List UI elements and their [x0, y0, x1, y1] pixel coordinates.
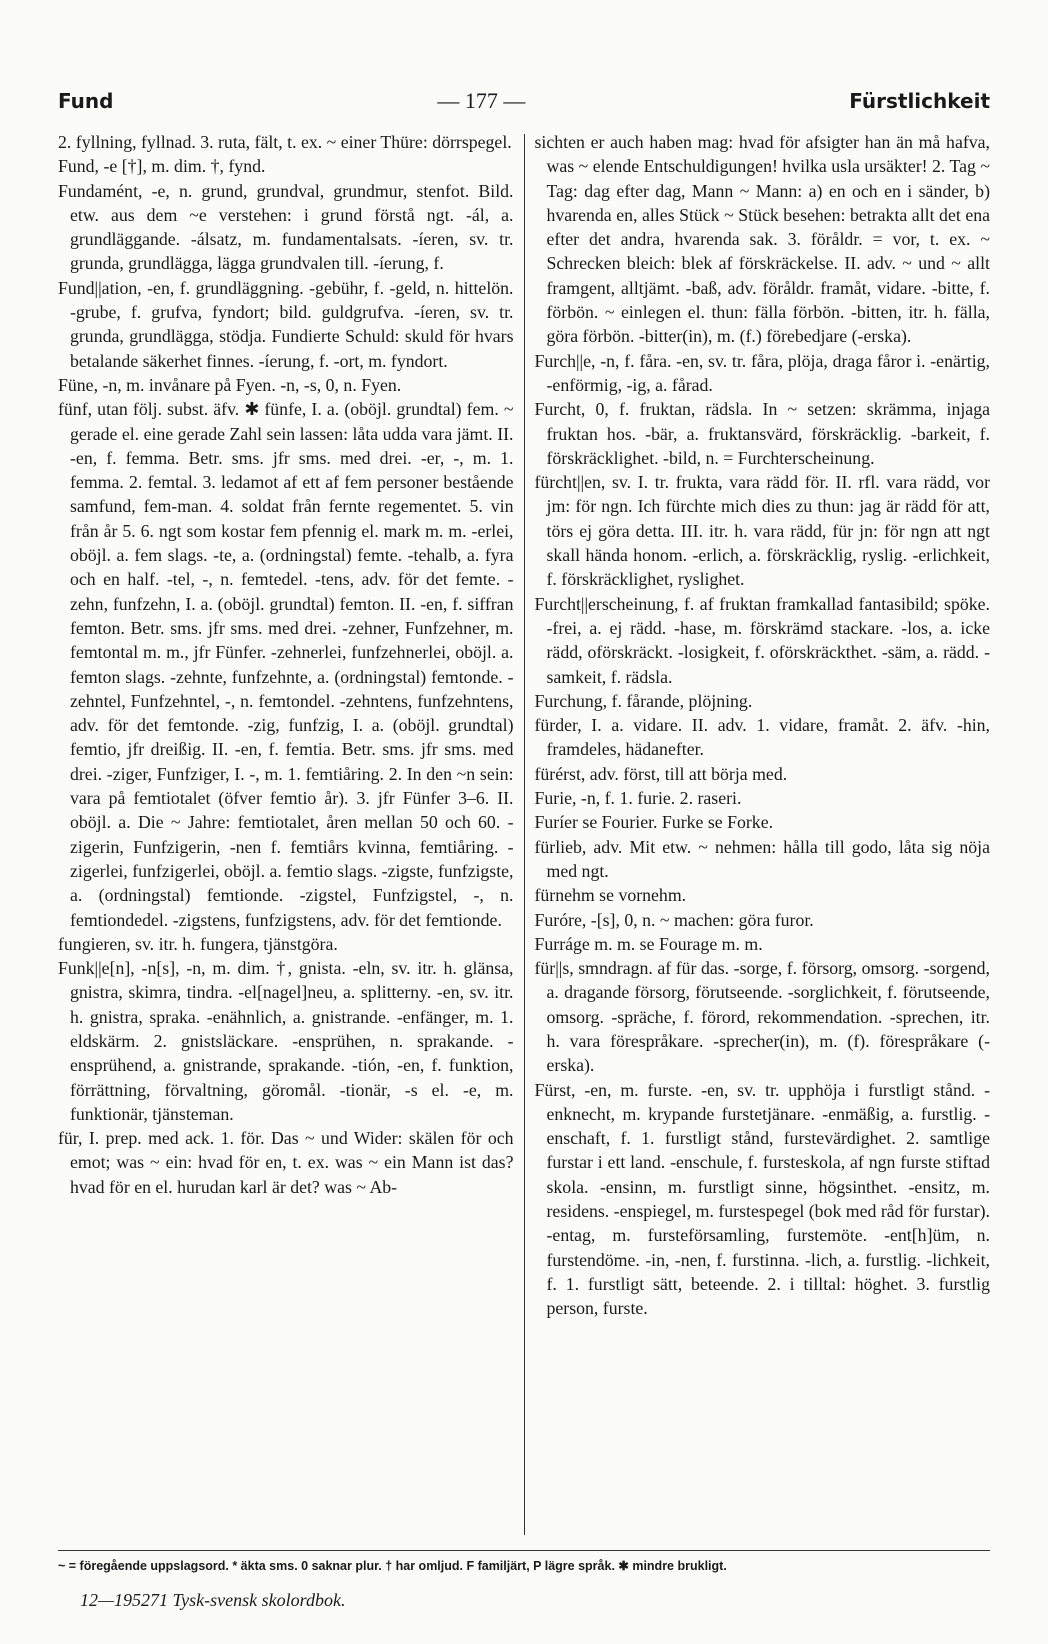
entry: für||s, smndragn. af für das. -sorge, f. försorg, omsorg. -sorgend, a. dragande försorg, förutseende. -sorglichkeit, f. förutseende, omsorg. -spräche, f. förord, rekommendation. -sprechen, itr. h. vara förespråkare. -sprecher(in), m. (f). förespråkare (-erska). — [534, 958, 990, 1076]
entry: Furíer se Fourier. Furke se Forke. — [534, 812, 774, 833]
running-header — [58, 88, 990, 122]
left-column — [58, 130, 524, 1545]
entry: sichten er auch haben mag: hvad för afsigter han än må hafva, was ~ elende Entschuldigungen! hvilka usla ursäkter! 2. Tag ~ Tag: dag efter dag, Mann ~ Mann: a) en och en i sänder, b) hvarenda en, alles Stück ~ Stück besehen: betrakta allt det ena efter det andra, hvarenda sak. 3. föråldr. = vor, t. ex. ~ Schrecken bleich: blek af förskräckelse. II. adv. ~ und ~ allt framgent, alltjämt. -baß, adv. föråldr. framåt, vidare. -bitte, f. förbön. ~ einlegen el. thun: fälla förbön. -bitten, itr. h. fälla, göra förbön. -bitter(in), m. (f.) förebedjare (-erska). — [534, 132, 990, 347]
entry: für, I. prep. med ack. 1. för. Das ~ und Wider: skälen för och emot; was ~ ein: hvad för en, t. ex. was ~ ein Mann ist das? hvad för en el. hurudan karl är det? was ~ Ab- — [58, 1128, 514, 1197]
entry: Fund||ation, -en, f. grundläggning. -gebühr, f. -geld, n. hittelön. -grube, f. grufva, fyndort; bild. guldgrufva. -íeren, sv. tr. grunda, grundlägga, stödja. Fundierte Schuld: skuld för hvars betalande säkerhet finnes. -íerung, f. -ort, m. fyndort. — [58, 277, 514, 371]
entry: Furcht||erscheinung, f. af fruktan framkallad fantasibild; spöke. -frei, a. ej rädd. -hase, m. förskrämd stackare. -los, a. icke rädd, oförskräckt. -losigkeit, f. oförskräckthet. -säm, a. rädd. -samkeit, f. rädsla. — [534, 593, 990, 687]
header-left-word: Fund — [58, 89, 114, 113]
right-column — [525, 130, 991, 1545]
entry: fünf, utan följ. subst. äfv. ✱ fünfe, I. a. (oböjl. grundtal) fem. ~ gerade el. eine gerade Zahl sein lassen: låta udda vara jämt. II. -en, f. femma. Betr. sms. jfr sms. med drei. -er, -, m. 1. femma. 2. femtal. 3. ledamot af ett af fem personer bestående samfund, fem-man. 4. soldat från fernte regementet. 5. vin från år 5. 6. ngt som kostar fem pfennig el. mark m. m. -erlei, oböjl. a. fem slags. -te, a. (ordningstal) femte. -tehalb, a. fyra och en half. -tel, -, n. femtedel. -tens, adv. för det femte. -zehn, funfzehn, I. a. (oböjl. grundtal) femton. II. -en, f. siffran femton. Betr. sms. jfr sms. med drei. -zehner, Funfzehner, m. femtontal m. m., jfr Fünfer. -zehnerlei, funfzehnerlei, oböjl. a. femton slags. -zehnte, funfzehnte, a. (ordningstal) femtonde. -zehntel, Funfzehntel, -, n. femtondel. -zehntens, funfzehntens, adv. för det femtonde. -zig, funfzig, I. a. (oböjl. grundtal) femtio, jfr dreißig. II. -en, f. femtia. Betr. sms. jfr sms. med drei. -ziger, Funfziger, I. -, m. 1. femtiåring. 2. In den ~n sein: vara på femtiotalet (öfver femtio år). 3. jfr Fünfer 3–6. II. oböjl. a. Die ~ Jahre: femtiotalet, åren mellan 50 och 60. -zigerin, Funfzigerin, -nen f. femtiårs kvinna, femtiåring. -zigerlei, funfzigerlei, oböjl. a. femtio slags. -zigste, funfzigste, a. (ordningstal) femtionde. -zigstel, Funfzigstel, -, n. femtiondedel. -zigstens, funfzigstens, adv. för det femtionde. — [58, 399, 514, 930]
entry: Furráge m. m. se Fourage m. m. — [534, 933, 763, 954]
page-number: — 177 — — [437, 88, 526, 113]
abbreviation-legend: ~ = föregående uppslagsord. * äkta sms. 0 saknar plur. † har omljud. F familjärt, P lägre språk. ✱ mindre brukligt. — [58, 1559, 727, 1573]
entry: fürérst, adv. först, till att börja med. — [534, 763, 788, 784]
footer-rule — [58, 1550, 990, 1551]
entry: Furóre, -[s], 0, n. ~ machen: göra furor. — [534, 909, 814, 930]
entry: fürlieb, adv. Mit etw. ~ nehmen: hålla till godo, låta sig nöja med ngt. — [534, 836, 990, 881]
entry: Füne, -n, m. invånare på Fyen. -n, -s, 0, n. Fyen. — [58, 374, 402, 395]
entry: 2. fyllning, fyllnad. 3. ruta, fält, t. ex. ~ einer Thüre: dörrspegel. — [58, 132, 512, 152]
entry: Fürst, -en, m. furste. -en, sv. tr. upphöja i furstligt stånd. -enknecht, m. krypande furstetjänare. -enmäßig, a. furstlig. -enschaft, f. 1. furstligt stånd, furstevärdighet. 2. samtlige furstar i ett land. -enschule, f. fursteskola, af ngn furste stiftad skola. -ensinn, m. furstligt sinne, högsinthet. -ensitz, m. residens. -enspiegel, m. furstespegel (bok med råd för furstar). -entag, m. fursteförsamling, furstemöte. -ent[h]üm, n. furstendöme. -in, -nen, f. furstinna. -lich, a. furstlig. -lichkeit, f. 1. furstligt sätt, beteende. 2. i tilltal: höghet. 3. furstlig person, furste. — [534, 1079, 990, 1319]
entry: Furie, -n, f. 1. furie. 2. raseri. — [534, 788, 742, 809]
entry: fungieren, sv. itr. h. fungera, tjänstgöra. — [58, 933, 338, 954]
printer-imprint: 12—195271 Tysk-svensk skolordbok. — [80, 1590, 346, 1610]
header-right-word: Fürstlichkeit — [849, 89, 990, 113]
entry: Furch||e, -n, f. fåra. -en, sv. tr. fåra, plöja, draga fåror i. -enärtig, -enförmig, -ig, a. fårad. — [534, 350, 990, 395]
entry: fürnehm se vornehm. — [534, 885, 687, 906]
entry: fürder, I. a. vidare. II. adv. 1. vidare, framåt. 2. äfv. -hin, framdeles, hädanefter. — [534, 715, 990, 760]
entry: Fund, -e [†], m. dim. †, fynd. — [58, 156, 266, 177]
entry: fürcht||en, sv. I. tr. frukta, vara rädd för. II. rfl. vara rädd, vor jm: för ngn. Ich fürchte mich dies zu thun: jag är rädd för att, törs ej göra detta. III. itr. h. vara rädd, für jn: för ngn att ngt skall hända honom. -erlich, a. förskräcklig, ryslig. -erlichkeit, f. förskräcklighet, ryslighet. — [534, 472, 990, 590]
entry: Funk||e[n], -n[s], -n, m. dim. †, gnista. -eln, sv. itr. h. glänsa, gnistra, skimra, tindra. -el[nagel]neu, a. splitterny. -en, sv. itr. h. gnistra, spraka. -enähnlich, a. gnistrande. -enfänger, m. 1. eldskärm. 2. gnistsläckare. -ensprühen, n. sprakande. -ensprühend, a. gnistrande, sprakande. -tión, -en, f. funktion, förrättning, förvaltning, göromål. -tionär, -s el. -e, m. funktionär, tjänsteman. — [58, 958, 514, 1124]
entry: Fundamént, -e, n. grund, grundval, grundmur, stenfot. Bild. etw. aus dem ~e verstehen: i grund förstå ngt. -ál, a. grundläggande. -álsatz, m. fundamentalsats. -íeren, sv. tr. grunda, grundlägga, lägga grundvalen till. -íerung, f. — [58, 180, 514, 274]
entry: Furchung, f. fårande, plöjning. — [534, 690, 753, 711]
entry: Furcht, 0, f. fruktan, rädsla. In ~ setzen: skrämma, injaga fruktan hos. -bär, a. fruktansvärd, förskräcklig. -barkeit, f. förskräcklighet. -bild, n. = Furchterscheinung. — [534, 399, 990, 468]
entry-columns — [58, 130, 990, 1545]
